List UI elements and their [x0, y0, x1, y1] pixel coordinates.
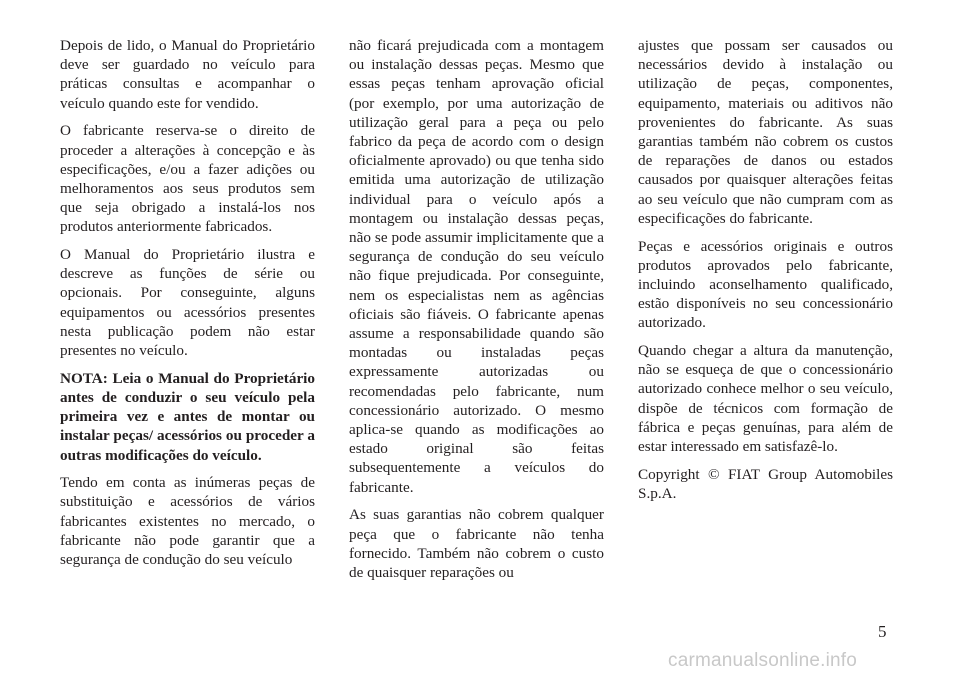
paragraph: Quando chegar a altura da manutenção, não se esqueça de que o concessionário autorizado conhece melhor o seu veículo, dispõe de técnicos com formação de fábrica e peças genuínas, para além de estar interessado em satisfazê-lo. — [638, 342, 893, 456]
paragraph: não ficará prejudicada com a montagem ou instalação dessas peças. Mesmo que essas peças tenham aprovação oficial (por exemplo, por uma autorização de utilização geral para a peça ou pelo fabrico da peça de acordo com o design oficialmente aprovado) ou que tenha sido emitida uma autorização de utilização individual para o veículo após a montagem ou instalação dessas peças, não se pode assumir implicitamente que a segurança de condução do seu veículo não fique prejudicada. Por conseguinte, nem os especialistas nem as agências oficiais são fiáveis. O fabricante apenas assume a responsabilidade quando são montadas ou instaladas peças expressamente autorizadas ou recomendadas pelo fabricante, num concessionário autorizado. O mesmo aplica-se quando as modificações ao estado original são feitas subsequentemente a veículos do fabricante. — [349, 37, 604, 496]
paragraph: Tendo em conta as inúmeras peças de substituição e acessórios de vários fabricantes existentes no mercado, o fabricante não pode garantir que a segurança de condução do seu veículo — [60, 474, 315, 569]
paragraph: O Manual do Proprietário ilustra e descreve as funções de série ou opcionais. Por conseguinte, alguns equipamentos ou acessórios presentes nesta publicação podem não estar presentes no veículo. — [60, 246, 315, 360]
note-paragraph: NOTA: Leia o Manual do Proprietário antes de conduzir o seu veículo pela primeira vez e antes de montar ou instalar peças/ acessórios ou proceder a outras modificações do veículo. — [60, 369, 315, 464]
text-column-3 — [638, 36, 893, 512]
paragraph: Depois de lido, o Manual do Proprietário deve ser guardado no veículo para práticas consultas e acompanhar o veículo quando este for vendido. — [60, 37, 315, 112]
page-number: 5 — [878, 622, 887, 641]
text-column-1 — [60, 36, 315, 578]
paragraph: ajustes que possam ser causados ou necessários devido à instalação ou utilização de peças, componentes, equipamento, materiais ou aditivos não provenientes do fabricante. As suas garantias também não cobrem os custos de reparações de danos ou estados causados por quaisquer alterações feitas ao seu veículo que não cumpram com as especificações do fabricante. — [638, 37, 893, 227]
paragraph: Copyright © FIAT Group Automobiles S.p.A. — [638, 465, 893, 502]
watermark: carmanualsonline.info — [668, 650, 858, 671]
paragraph: As suas garantias não cobrem qualquer peça que o fabricante não tenha fornecido. Também não cobrem o custo de quaisquer reparações ou — [349, 506, 604, 581]
paragraph: O fabricante reserva-se o direito de proceder a alterações à concepção e às especificações, e/ou a fazer adições ou melhoramentos aos seus produtos sem que seja obrigado a instalá-los nos produtos anteriormente fabricados. — [60, 122, 315, 236]
paragraph: Peças e acessórios originais e outros produtos aprovados pelo fabricante, incluindo aconselhamento qualificado, estão disponíveis no seu concessionário autorizado. — [638, 237, 893, 332]
text-column-2 — [349, 36, 604, 591]
